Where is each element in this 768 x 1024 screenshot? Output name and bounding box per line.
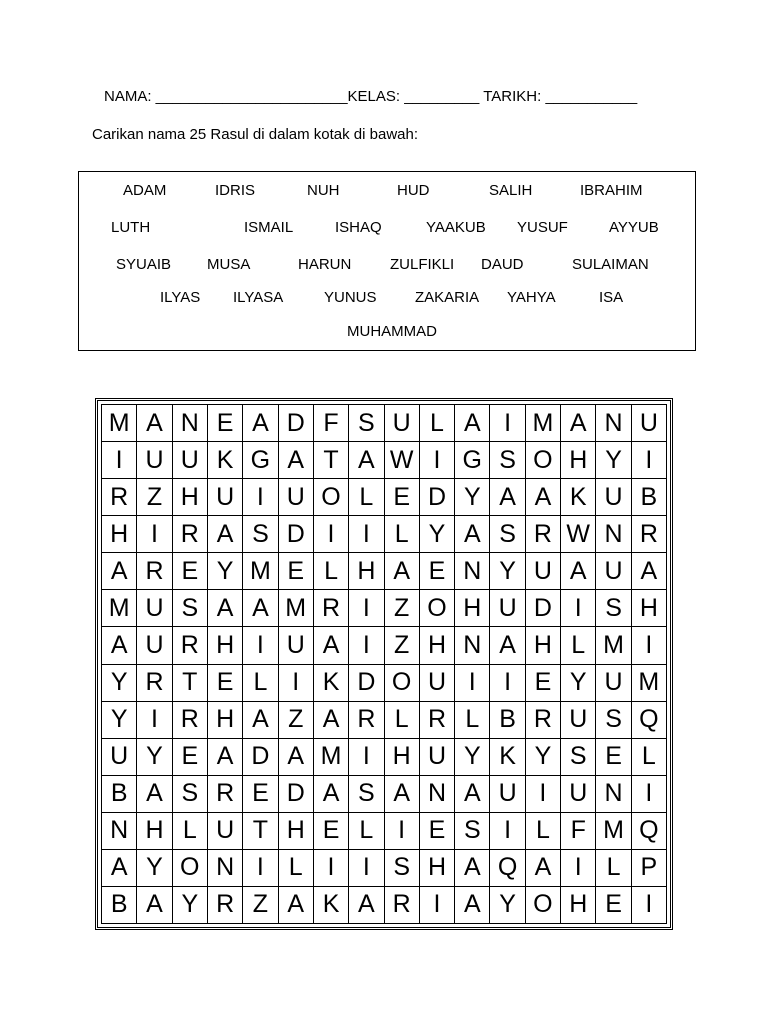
- grid-cell: E: [420, 553, 455, 590]
- grid-cell: Z: [279, 702, 314, 739]
- grid-cell: A: [385, 553, 420, 590]
- grid-cell: Y: [137, 850, 172, 887]
- grid-cell: R: [173, 702, 208, 739]
- grid-cell: S: [173, 590, 208, 627]
- grid-cell: K: [490, 739, 525, 776]
- grid-cell: L: [385, 516, 420, 553]
- grid-cell: U: [173, 442, 208, 479]
- grid-cell: A: [243, 405, 278, 442]
- grid-cell: D: [279, 405, 314, 442]
- prophet-name: HARUN: [298, 256, 352, 273]
- grid-cell: S: [455, 813, 490, 850]
- grid-cell: I: [632, 887, 667, 924]
- grid-cell: T: [173, 665, 208, 702]
- grid-cell: M: [102, 590, 137, 627]
- grid-cell: E: [420, 813, 455, 850]
- grid-cell: S: [561, 739, 596, 776]
- grid-cell: T: [243, 813, 278, 850]
- grid-cell: O: [314, 479, 349, 516]
- prophet-name: ILYAS: [160, 289, 201, 306]
- grid-cell: Y: [208, 553, 243, 590]
- grid-cell: I: [314, 516, 349, 553]
- grid-cell: A: [279, 887, 314, 924]
- grid-cell: O: [526, 887, 561, 924]
- grid-cell: N: [455, 627, 490, 664]
- grid-cell: U: [420, 739, 455, 776]
- grid-cell: L: [385, 702, 420, 739]
- grid-cell: A: [243, 590, 278, 627]
- grid-cell: I: [490, 665, 525, 702]
- grid-cell: H: [208, 627, 243, 664]
- grid-cell: H: [526, 627, 561, 664]
- grid-cell: L: [632, 739, 667, 776]
- grid-cell: I: [490, 813, 525, 850]
- grid-cell: U: [137, 627, 172, 664]
- grid-cell: U: [420, 665, 455, 702]
- grid-cell: Y: [490, 553, 525, 590]
- grid-cell: A: [243, 702, 278, 739]
- grid-cell: I: [243, 627, 278, 664]
- prophet-name: IDRIS: [215, 182, 256, 199]
- grid-cell: S: [349, 405, 384, 442]
- grid-cell: Q: [490, 850, 525, 887]
- grid-cell: A: [490, 627, 525, 664]
- grid-cell: I: [385, 813, 420, 850]
- prophet-name: ILYASA: [233, 289, 284, 306]
- grid-cell: M: [243, 553, 278, 590]
- grid-cell: R: [208, 776, 243, 813]
- grid-cell: M: [279, 590, 314, 627]
- grid-cell: R: [632, 516, 667, 553]
- grid-cell: Z: [385, 590, 420, 627]
- grid-cell: A: [102, 627, 137, 664]
- grid-cell: L: [243, 665, 278, 702]
- grid-cell: U: [208, 479, 243, 516]
- prophet-name: ZULFIKLI: [390, 256, 455, 273]
- grid-cell: I: [349, 516, 384, 553]
- grid-cell: M: [102, 405, 137, 442]
- grid-cell: E: [208, 405, 243, 442]
- grid-cell: I: [632, 776, 667, 813]
- grid-cell: M: [314, 739, 349, 776]
- grid-cell: I: [137, 702, 172, 739]
- grid-cell: N: [420, 776, 455, 813]
- word-search-frame: [95, 398, 673, 930]
- grid-cell: K: [208, 442, 243, 479]
- grid-cell: H: [561, 887, 596, 924]
- grid-cell: U: [561, 776, 596, 813]
- prophet-name-box: [78, 171, 696, 351]
- grid-cell: G: [243, 442, 278, 479]
- grid-cell: B: [490, 702, 525, 739]
- grid-cell: G: [455, 442, 490, 479]
- grid-cell: R: [173, 627, 208, 664]
- grid-cell: H: [385, 739, 420, 776]
- grid-cell: E: [596, 887, 631, 924]
- grid-cell: I: [420, 442, 455, 479]
- grid-cell: A: [385, 776, 420, 813]
- grid-cell: M: [596, 813, 631, 850]
- grid-cell: A: [208, 590, 243, 627]
- grid-cell: S: [349, 776, 384, 813]
- word-search-grid: [101, 404, 667, 924]
- grid-cell: H: [173, 479, 208, 516]
- grid-cell: A: [455, 850, 490, 887]
- grid-cell: A: [561, 405, 596, 442]
- grid-cell: O: [173, 850, 208, 887]
- grid-cell: I: [137, 516, 172, 553]
- grid-cell: A: [632, 553, 667, 590]
- grid-cell: U: [208, 813, 243, 850]
- grid-cell: A: [526, 479, 561, 516]
- grid-cell: Q: [632, 813, 667, 850]
- grid-cell: A: [208, 516, 243, 553]
- grid-cell: Z: [243, 887, 278, 924]
- grid-cell: W: [561, 516, 596, 553]
- grid-cell: O: [420, 590, 455, 627]
- grid-cell: H: [137, 813, 172, 850]
- grid-cell: F: [561, 813, 596, 850]
- grid-cell: A: [455, 776, 490, 813]
- grid-cell: L: [349, 479, 384, 516]
- grid-cell: L: [279, 850, 314, 887]
- grid-cell: L: [314, 553, 349, 590]
- grid-cell: H: [632, 590, 667, 627]
- grid-cell: S: [385, 850, 420, 887]
- grid-cell: D: [279, 776, 314, 813]
- grid-cell: A: [137, 405, 172, 442]
- grid-cell: D: [420, 479, 455, 516]
- prophet-name: ISHAQ: [335, 219, 382, 236]
- grid-cell: A: [279, 739, 314, 776]
- grid-cell: S: [490, 516, 525, 553]
- grid-cell: U: [102, 739, 137, 776]
- grid-cell: U: [385, 405, 420, 442]
- worksheet-header: NAMA: _______________________KELAS: _________ TARIKH: ___________: [104, 88, 638, 105]
- grid-cell: R: [208, 887, 243, 924]
- grid-cell: R: [102, 479, 137, 516]
- prophet-name: MUHAMMAD: [347, 323, 437, 340]
- grid-cell: A: [314, 702, 349, 739]
- prophet-name: ADAM: [123, 182, 167, 199]
- grid-cell: U: [137, 442, 172, 479]
- grid-cell: A: [314, 627, 349, 664]
- grid-cell: H: [279, 813, 314, 850]
- grid-cell: U: [490, 776, 525, 813]
- grid-cell: D: [526, 590, 561, 627]
- grid-cell: Y: [137, 739, 172, 776]
- grid-cell: E: [173, 553, 208, 590]
- prophet-name: YAHYA: [507, 289, 556, 306]
- grid-cell: R: [526, 516, 561, 553]
- prophet-name: AYYUB: [609, 219, 659, 236]
- grid-cell: A: [455, 405, 490, 442]
- grid-cell: L: [420, 405, 455, 442]
- grid-cell: S: [243, 516, 278, 553]
- grid-cell: T: [314, 442, 349, 479]
- grid-cell: D: [243, 739, 278, 776]
- grid-cell: A: [314, 776, 349, 813]
- grid-cell: U: [490, 590, 525, 627]
- grid-cell: U: [596, 479, 631, 516]
- grid-cell: I: [314, 850, 349, 887]
- grid-cell: Y: [526, 739, 561, 776]
- grid-cell: R: [137, 665, 172, 702]
- grid-cell: E: [173, 739, 208, 776]
- prophet-name: DAUD: [481, 256, 524, 273]
- prophet-name: SYUAIB: [116, 256, 172, 273]
- grid-cell: A: [102, 850, 137, 887]
- grid-cell: Q: [632, 702, 667, 739]
- prophet-name: HUD: [397, 182, 430, 199]
- prophet-name: ISA: [599, 289, 624, 306]
- grid-cell: I: [349, 850, 384, 887]
- grid-cell: I: [349, 739, 384, 776]
- grid-cell: I: [243, 479, 278, 516]
- grid-cell: A: [526, 850, 561, 887]
- grid-cell: U: [279, 627, 314, 664]
- prophet-name: SULAIMAN: [572, 256, 649, 273]
- grid-cell: O: [526, 442, 561, 479]
- grid-cell: I: [279, 665, 314, 702]
- grid-cell: B: [102, 887, 137, 924]
- grid-cell: D: [279, 516, 314, 553]
- grid-cell: I: [561, 590, 596, 627]
- grid-cell: I: [526, 776, 561, 813]
- instruction-text: Carikan nama 25 Rasul di dalam kotak di bawah:: [92, 126, 419, 143]
- grid-cell: N: [173, 405, 208, 442]
- grid-cell: S: [490, 442, 525, 479]
- grid-cell: L: [561, 627, 596, 664]
- grid-cell: Y: [455, 479, 490, 516]
- grid-cell: A: [208, 739, 243, 776]
- grid-cell: L: [455, 702, 490, 739]
- grid-cell: L: [596, 850, 631, 887]
- grid-cell: R: [526, 702, 561, 739]
- grid-cell: E: [208, 665, 243, 702]
- grid-cell: B: [102, 776, 137, 813]
- grid-cell: U: [137, 590, 172, 627]
- grid-cell: A: [279, 442, 314, 479]
- grid-cell: A: [455, 887, 490, 924]
- grid-cell: E: [526, 665, 561, 702]
- grid-cell: K: [561, 479, 596, 516]
- prophet-name: MUSA: [207, 256, 251, 273]
- grid-cell: H: [561, 442, 596, 479]
- grid-cell: R: [420, 702, 455, 739]
- grid-cell: I: [490, 405, 525, 442]
- grid-cell: A: [561, 553, 596, 590]
- grid-cell: E: [314, 813, 349, 850]
- grid-cell: I: [349, 627, 384, 664]
- grid-cell: N: [596, 776, 631, 813]
- grid-cell: P: [632, 850, 667, 887]
- grid-cell: N: [208, 850, 243, 887]
- grid-cell: U: [632, 405, 667, 442]
- grid-cell: Y: [420, 516, 455, 553]
- grid-cell: F: [314, 405, 349, 442]
- grid-cell: K: [314, 665, 349, 702]
- grid-cell: H: [102, 516, 137, 553]
- grid-cell: L: [173, 813, 208, 850]
- grid-cell: N: [455, 553, 490, 590]
- prophet-name: NUH: [307, 182, 340, 199]
- grid-cell: S: [596, 702, 631, 739]
- grid-cell: A: [102, 553, 137, 590]
- grid-cell: I: [561, 850, 596, 887]
- grid-cell: I: [102, 442, 137, 479]
- grid-cell: Y: [102, 702, 137, 739]
- grid-cell: H: [420, 627, 455, 664]
- grid-cell: A: [455, 516, 490, 553]
- grid-cell: I: [632, 442, 667, 479]
- grid-cell: M: [596, 627, 631, 664]
- prophet-name: SALIH: [489, 182, 533, 199]
- grid-cell: Y: [102, 665, 137, 702]
- prophet-name: IBRAHIM: [580, 182, 643, 199]
- prophet-name: YUSUF: [517, 219, 568, 236]
- grid-cell: K: [314, 887, 349, 924]
- grid-cell: R: [349, 702, 384, 739]
- grid-cell: M: [632, 665, 667, 702]
- grid-cell: E: [243, 776, 278, 813]
- grid-cell: N: [596, 405, 631, 442]
- grid-cell: A: [349, 442, 384, 479]
- grid-cell: Y: [490, 887, 525, 924]
- grid-cell: H: [349, 553, 384, 590]
- grid-cell: I: [632, 627, 667, 664]
- grid-cell: O: [385, 665, 420, 702]
- grid-cell: A: [490, 479, 525, 516]
- grid-cell: N: [596, 516, 631, 553]
- grid-cell: E: [596, 739, 631, 776]
- prophet-name: LUTH: [111, 219, 151, 236]
- grid-cell: R: [385, 887, 420, 924]
- grid-cell: Y: [173, 887, 208, 924]
- grid-cell: I: [420, 887, 455, 924]
- grid-cell: Z: [385, 627, 420, 664]
- grid-cell: A: [349, 887, 384, 924]
- grid-cell: A: [137, 887, 172, 924]
- prophet-name: ISMAIL: [244, 219, 294, 236]
- grid-cell: R: [314, 590, 349, 627]
- prophet-name: YAAKUB: [426, 219, 486, 236]
- grid-cell: Y: [561, 665, 596, 702]
- grid-cell: Z: [137, 479, 172, 516]
- grid-cell: N: [102, 813, 137, 850]
- grid-cell: U: [596, 553, 631, 590]
- grid-cell: W: [385, 442, 420, 479]
- prophet-name: YUNUS: [324, 289, 377, 306]
- grid-cell: I: [349, 590, 384, 627]
- grid-cell: I: [455, 665, 490, 702]
- prophet-name: ZAKARIA: [415, 289, 480, 306]
- grid-cell: A: [137, 776, 172, 813]
- grid-cell: U: [596, 665, 631, 702]
- grid-cell: U: [279, 479, 314, 516]
- grid-cell: H: [208, 702, 243, 739]
- grid-cell: E: [279, 553, 314, 590]
- grid-cell: R: [173, 516, 208, 553]
- grid-cell: R: [137, 553, 172, 590]
- grid-cell: S: [596, 590, 631, 627]
- grid-cell: H: [420, 850, 455, 887]
- grid-cell: I: [243, 850, 278, 887]
- grid-cell: U: [561, 702, 596, 739]
- grid-cell: E: [385, 479, 420, 516]
- grid-cell: D: [349, 665, 384, 702]
- grid-cell: S: [173, 776, 208, 813]
- grid-cell: L: [349, 813, 384, 850]
- grid-cell: Y: [455, 739, 490, 776]
- grid-cell: H: [455, 590, 490, 627]
- grid-cell: L: [526, 813, 561, 850]
- grid-cell: M: [526, 405, 561, 442]
- grid-cell: U: [526, 553, 561, 590]
- grid-cell: B: [632, 479, 667, 516]
- grid-cell: Y: [596, 442, 631, 479]
